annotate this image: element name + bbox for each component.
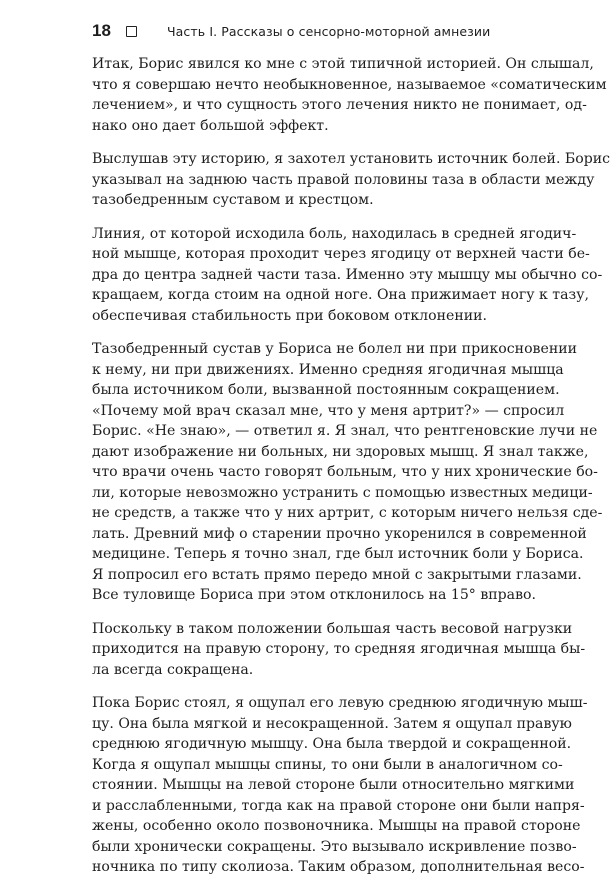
body-text bbox=[92, 54, 610, 878]
text-line: среднюю ягодичную мышцу. Она была твердой и сокращенной. bbox=[92, 736, 572, 752]
paragraph bbox=[92, 619, 586, 681]
text-line: нако оно дает большой эффект. bbox=[92, 117, 329, 134]
text-line: лать. Древний миф о старении прочно укоренился в современной bbox=[92, 525, 587, 542]
page-number: 18 bbox=[92, 21, 111, 40]
square-marker-icon bbox=[126, 26, 137, 37]
text-line: Когда я ощупал мышцы спины, то они были в аналогичном со- bbox=[92, 756, 563, 773]
text-line: Поскольку в таком положении большая часть весовой нагрузки bbox=[92, 620, 573, 637]
text-line: были хронически сокращены. Это вызывало искривление позво- bbox=[92, 838, 577, 855]
text-line: что я совершаю нечто необыкновенное, называемое «соматическим bbox=[92, 76, 607, 93]
text-line: не средств, а также что у них артрит, с которым ничего нельзя сде- bbox=[92, 505, 603, 521]
text-line: и расслабленными, тогда как на правой стороне они были напря- bbox=[92, 797, 585, 814]
text-line: обеспечивая стабильность при боковом отклонении. bbox=[92, 307, 488, 324]
text-line: лечением», и что сущность этого лечения никто не понимает, од- bbox=[92, 97, 587, 113]
text-line: Выслушав эту историю, я захотел установить источник болей. Борис bbox=[92, 151, 610, 167]
text-line: Пока Борис стоял, я ощупал его левую среднюю ягодичную мыш- bbox=[92, 695, 588, 711]
text-line: что врачи очень часто говорят больным, что у них хронические бо- bbox=[92, 464, 598, 480]
text-line: тазобедренным суставом и крестцом. bbox=[92, 192, 374, 208]
text-line: Борис. «Не знаю», — ответил я. Я знал, что рентгеновские лучи не bbox=[92, 423, 598, 439]
paragraph bbox=[92, 339, 603, 606]
text-line: ной мышце, которая проходит через ягодицу от верхней части бе- bbox=[92, 246, 590, 262]
text-line: указывал на заднюю часть правой половины таза в области между bbox=[92, 171, 595, 188]
text-line: была источником боли, вызванной постоянным сокращением. bbox=[92, 382, 560, 398]
text-line: дра до центра задней части таза. Именно эту мышцу мы обычно со- bbox=[92, 266, 603, 283]
text-line: стоянии. Мышцы на левой стороне были относительно мягкими bbox=[92, 777, 575, 793]
text-line: приходится на правую сторону, то средняя ягодичная мышца бы- bbox=[92, 641, 586, 657]
text-line: ночника по типу сколиоза. Таким образом, дополнительная весо- bbox=[92, 859, 585, 875]
text-line: жены, особенно около позвоночника. Мышцы на правой стороне bbox=[92, 818, 581, 834]
text-line: к нему, ни при движениях. Именно средняя ягодичная мышца bbox=[92, 361, 564, 378]
paragraph bbox=[92, 54, 607, 136]
paragraph bbox=[92, 224, 603, 327]
text-line: Итак, Борис явился ко мне с этой типичной историей. Он слышал, bbox=[92, 56, 594, 72]
running-title: Часть I. Рассказы о сенсорно-моторной амнезии bbox=[167, 23, 491, 39]
paragraph bbox=[92, 149, 610, 211]
text-line: Все туловище Бориса при этом отклонилось на 15° вправо. bbox=[92, 587, 536, 603]
text-line: кращаем, когда стоим на одной ноге. Она прижимает ногу к тазу, bbox=[92, 287, 589, 303]
text-line: Тазобедренный сустав у Бориса не болел ни при прикосновении bbox=[92, 341, 578, 357]
text-line: цу. Она была мягкой и несокращенной. Затем я ощупал правую bbox=[92, 715, 572, 732]
text-line: Я попросил его встать прямо передо мной с закрытыми глазами. bbox=[92, 566, 582, 583]
paragraph bbox=[92, 693, 588, 878]
text-line: ли, которые невозможно устранить с помощью известных медици- bbox=[92, 484, 593, 501]
text-line: дают изображение ни больных, ни здоровых мышц. Я знал также, bbox=[92, 443, 589, 460]
text-line: ла всегда сокращена. bbox=[92, 661, 254, 678]
page-header bbox=[92, 18, 540, 44]
text-line: Линия, от которой исходила боль, находилась в средней ягодич- bbox=[92, 225, 577, 242]
text-line: медицине. Теперь я точно знал, где был источник боли у Бориса. bbox=[92, 546, 584, 562]
text-line: «Почему мой врач сказал мне, что у меня артрит?» — спросил bbox=[92, 402, 565, 419]
